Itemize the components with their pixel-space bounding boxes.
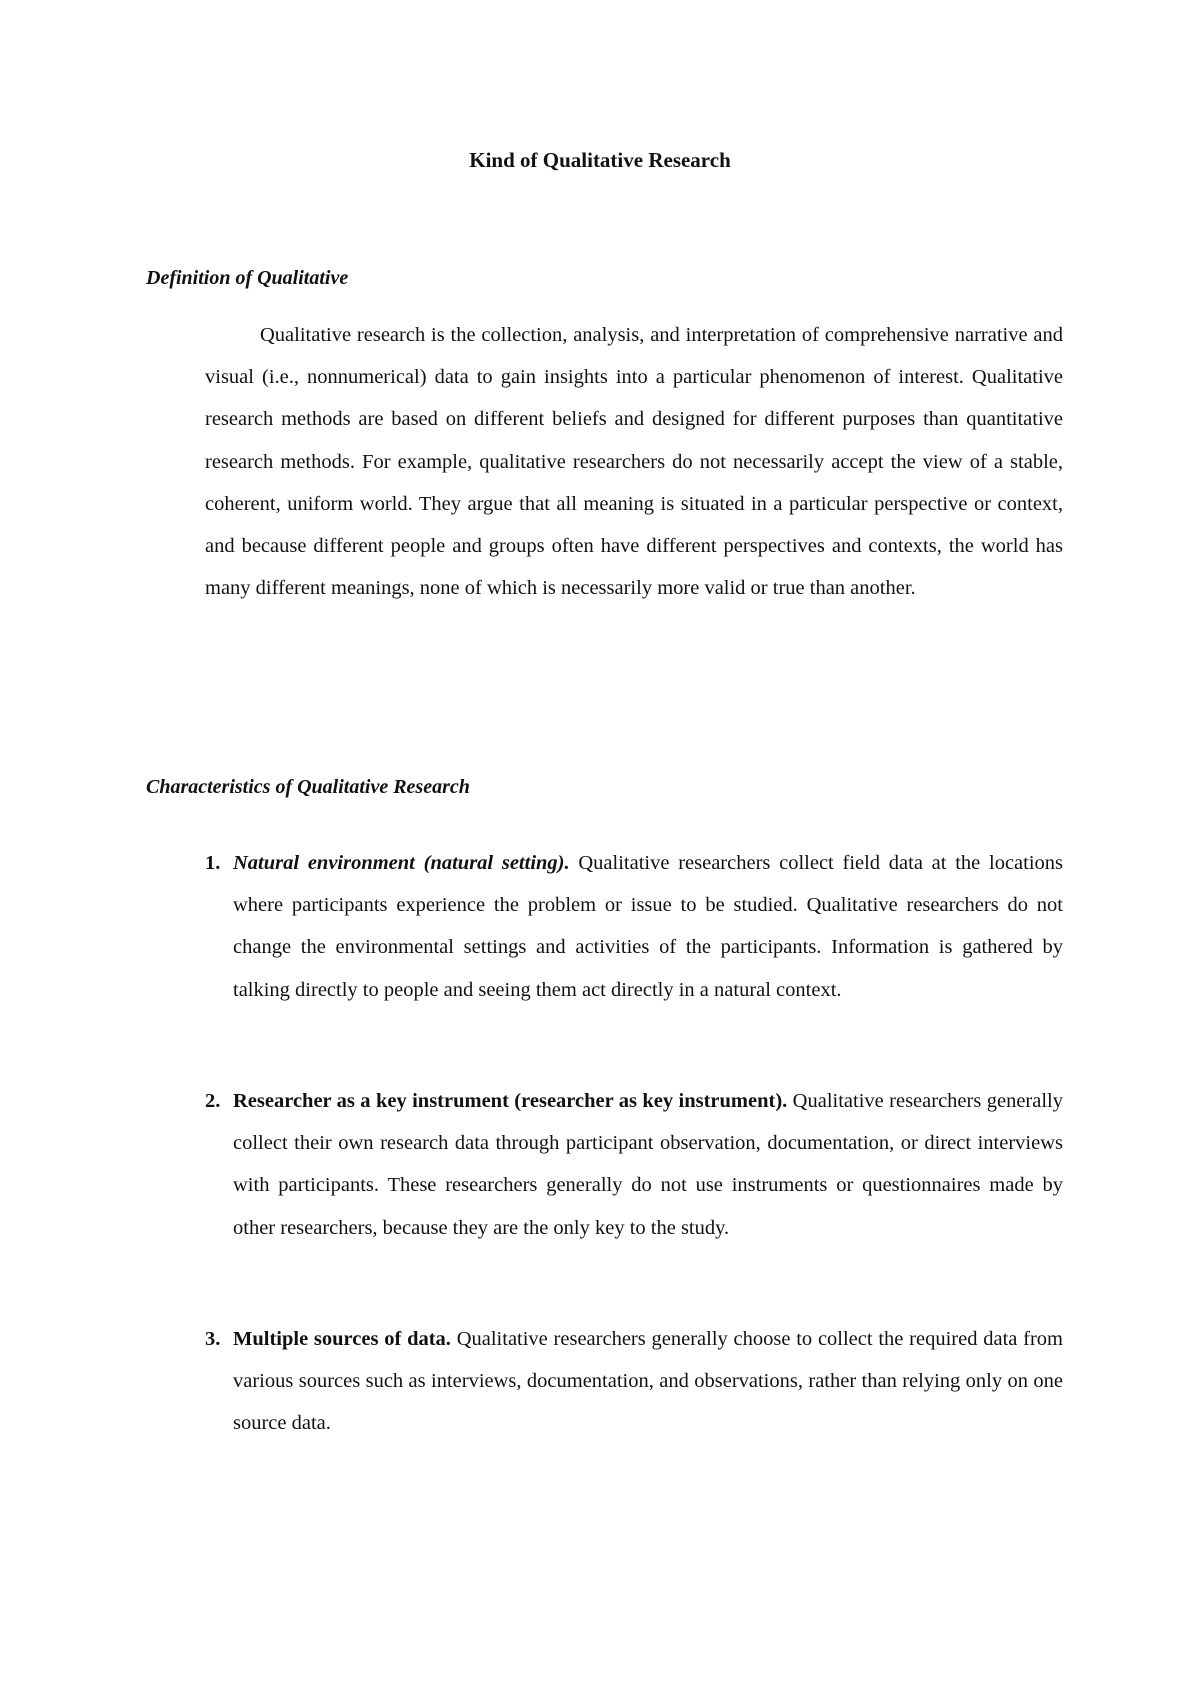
definition-heading: Definition of Qualitative	[146, 267, 349, 289]
document-title: Kind of Qualitative Research	[469, 148, 731, 172]
list-item-text: Qualitative researchers generally collect their own research data through participant observation, documentation, or direct interviews with participants. These researchers generally do not use instruments or questionnaires made by other researchers, because they are the only key to the study.	[233, 1090, 1063, 1239]
list-item	[205, 1080, 1063, 1249]
characteristics-heading: Characteristics of Qualitative Research	[146, 776, 470, 798]
list-item-number: 2.	[205, 1090, 221, 1112]
list-item-term: Natural environment (natural setting).	[233, 852, 579, 874]
list-item-term: Researcher as a key instrument (researcher as key instrument).	[233, 1090, 793, 1112]
definition-paragraph: Qualitative research is the collection, analysis, and interpretation of comprehensive narrative and visual (i.e., nonnumerical) data to gain insights into a particular phenomenon of interest. Qualitative research methods are based on different beliefs and designed for different purposes than quantitative research methods. For example, qualitative researchers do not necessarily accept the view of a stable, coherent, uniform world. They argue that all meaning is situated in a particular perspective or context, and because different people and groups often have different perspectives and contexts, the world has many different meanings, none of which is necessarily more valid or true than another.	[205, 324, 1063, 600]
list-item	[205, 1318, 1063, 1445]
list-item-term: Multiple sources of data.	[233, 1328, 457, 1350]
list-item-number: 3.	[205, 1328, 221, 1350]
list-item	[205, 842, 1063, 1011]
list-item-text: Qualitative researchers collect field data at the locations where participants experience the problem or issue to be studied. Qualitative researchers do not change the environmental settings and activities of the participants. Information is gathered by talking directly to people and seeing them act directly in a natural context.	[233, 852, 1064, 1001]
list-item-number: 1.	[205, 852, 221, 874]
list-item-text: Qualitative researchers generally choose to collect the required data from various sources such as interviews, documentation, and observations, rather than relying only on one source data.	[233, 1328, 1063, 1435]
